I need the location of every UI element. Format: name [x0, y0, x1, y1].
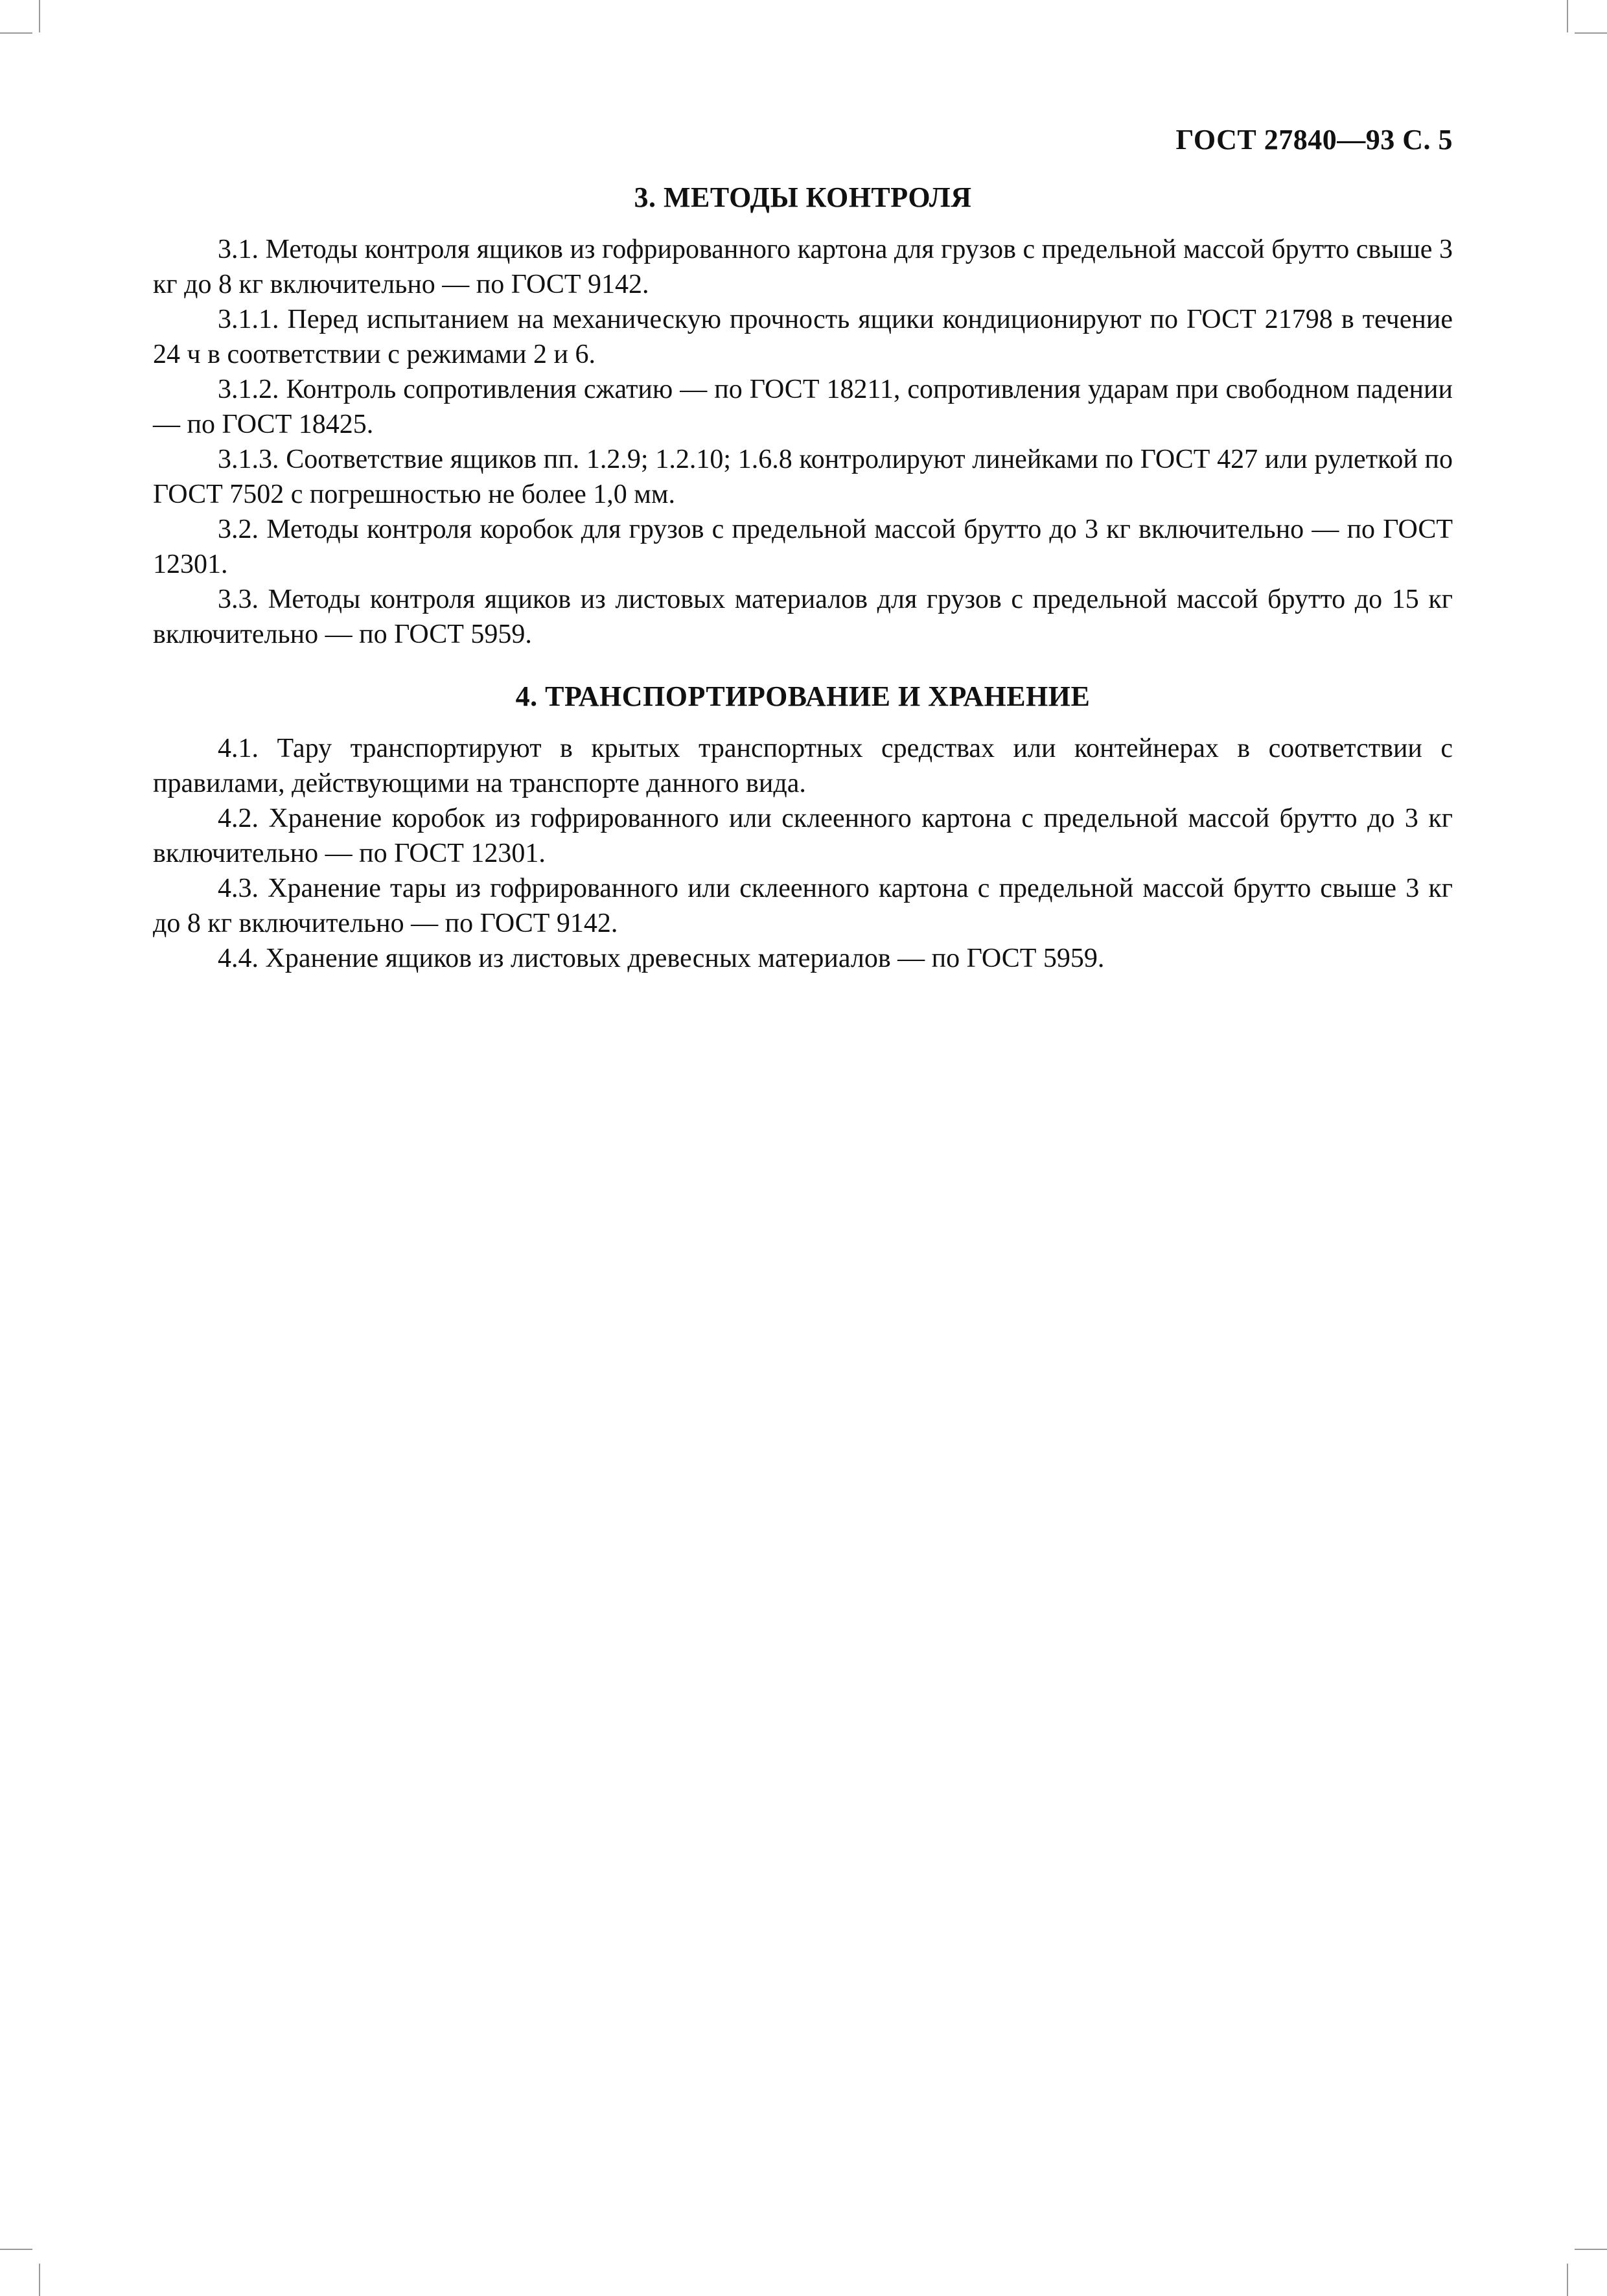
section-control-methods — [153, 180, 1453, 652]
paragraph: 4.3. Хранение тары из гофрированного или склеенного картона с предельной массой брутто свыше 3 кг до 8 кг включительно — по ГОСТ 9142. — [153, 874, 1453, 938]
crop-mark-top-right — [1567, 0, 1568, 32]
crop-mark-top-right-h — [1575, 32, 1607, 34]
paragraph: 3.1.1. Перед испытанием на механическую прочность ящики кондиционируют по ГОСТ 21798 в течение 24 ч в соответствии с режимами 2 и 6. — [153, 305, 1453, 369]
crop-mark-bottom-left-h — [0, 2249, 32, 2250]
paragraph: 4.4. Хранение ящиков из листовых древесных материалов — по ГОСТ 5959. — [218, 944, 1105, 973]
running-head: ГОСТ 27840—93 С. 5 — [1175, 124, 1453, 156]
section-title: 3. МЕТОДЫ КОНТРОЛЯ — [634, 181, 972, 213]
paragraph: 4.1. Тару транспортируют в крытых транспортных средствах или контейнерах в соответствии с правилами, действующими на транспорте данного вида. — [153, 734, 1453, 798]
paragraph: 3.1. Методы контроля ящиков из гофрированного картона для грузов с предельной массой брутто свыше 3 кг до 8 кг включительно — по ГОСТ 9142. — [153, 235, 1453, 299]
paragraph: 3.2. Методы контроля коробок для грузов с предельной массой брутто до 3 кг включительно — по ГОСТ 12301. — [153, 515, 1453, 579]
paragraph: 3.3. Методы контроля ящиков из листовых материалов для грузов с предельной массой брутто до 15 кг включительно — по ГОСТ 5959. — [153, 585, 1453, 649]
paragraph: 3.1.2. Контроль сопротивления сжатию — по ГОСТ 18211, сопротивления ударам при свободном падении — по ГОСТ 18425. — [153, 375, 1453, 439]
crop-mark-top-left — [39, 0, 40, 32]
section-transport-storage — [153, 679, 1453, 976]
paragraph: 3.1.3. Соответствие ящиков пп. 1.2.9; 1.2.10; 1.6.8 контролируют линейками по ГОСТ 427 или рулеткой по ГОСТ 7502 с погрешностью не более 1,0 мм. — [153, 445, 1453, 509]
crop-mark-top-left-h — [0, 32, 32, 34]
crop-mark-bottom-right-h — [1575, 2249, 1607, 2250]
crop-mark-bottom-left — [39, 2264, 40, 2296]
crop-mark-bottom-right — [1567, 2264, 1568, 2296]
document-body — [153, 180, 1453, 976]
paragraph: 4.2. Хранение коробок из гофрированного или склеенного картона с предельной массой брутто до 3 кг включительно — по ГОСТ 12301. — [153, 804, 1453, 868]
section-title: 4. ТРАНСПОРТИРОВАНИЕ И ХРАНЕНИЕ — [515, 680, 1091, 712]
